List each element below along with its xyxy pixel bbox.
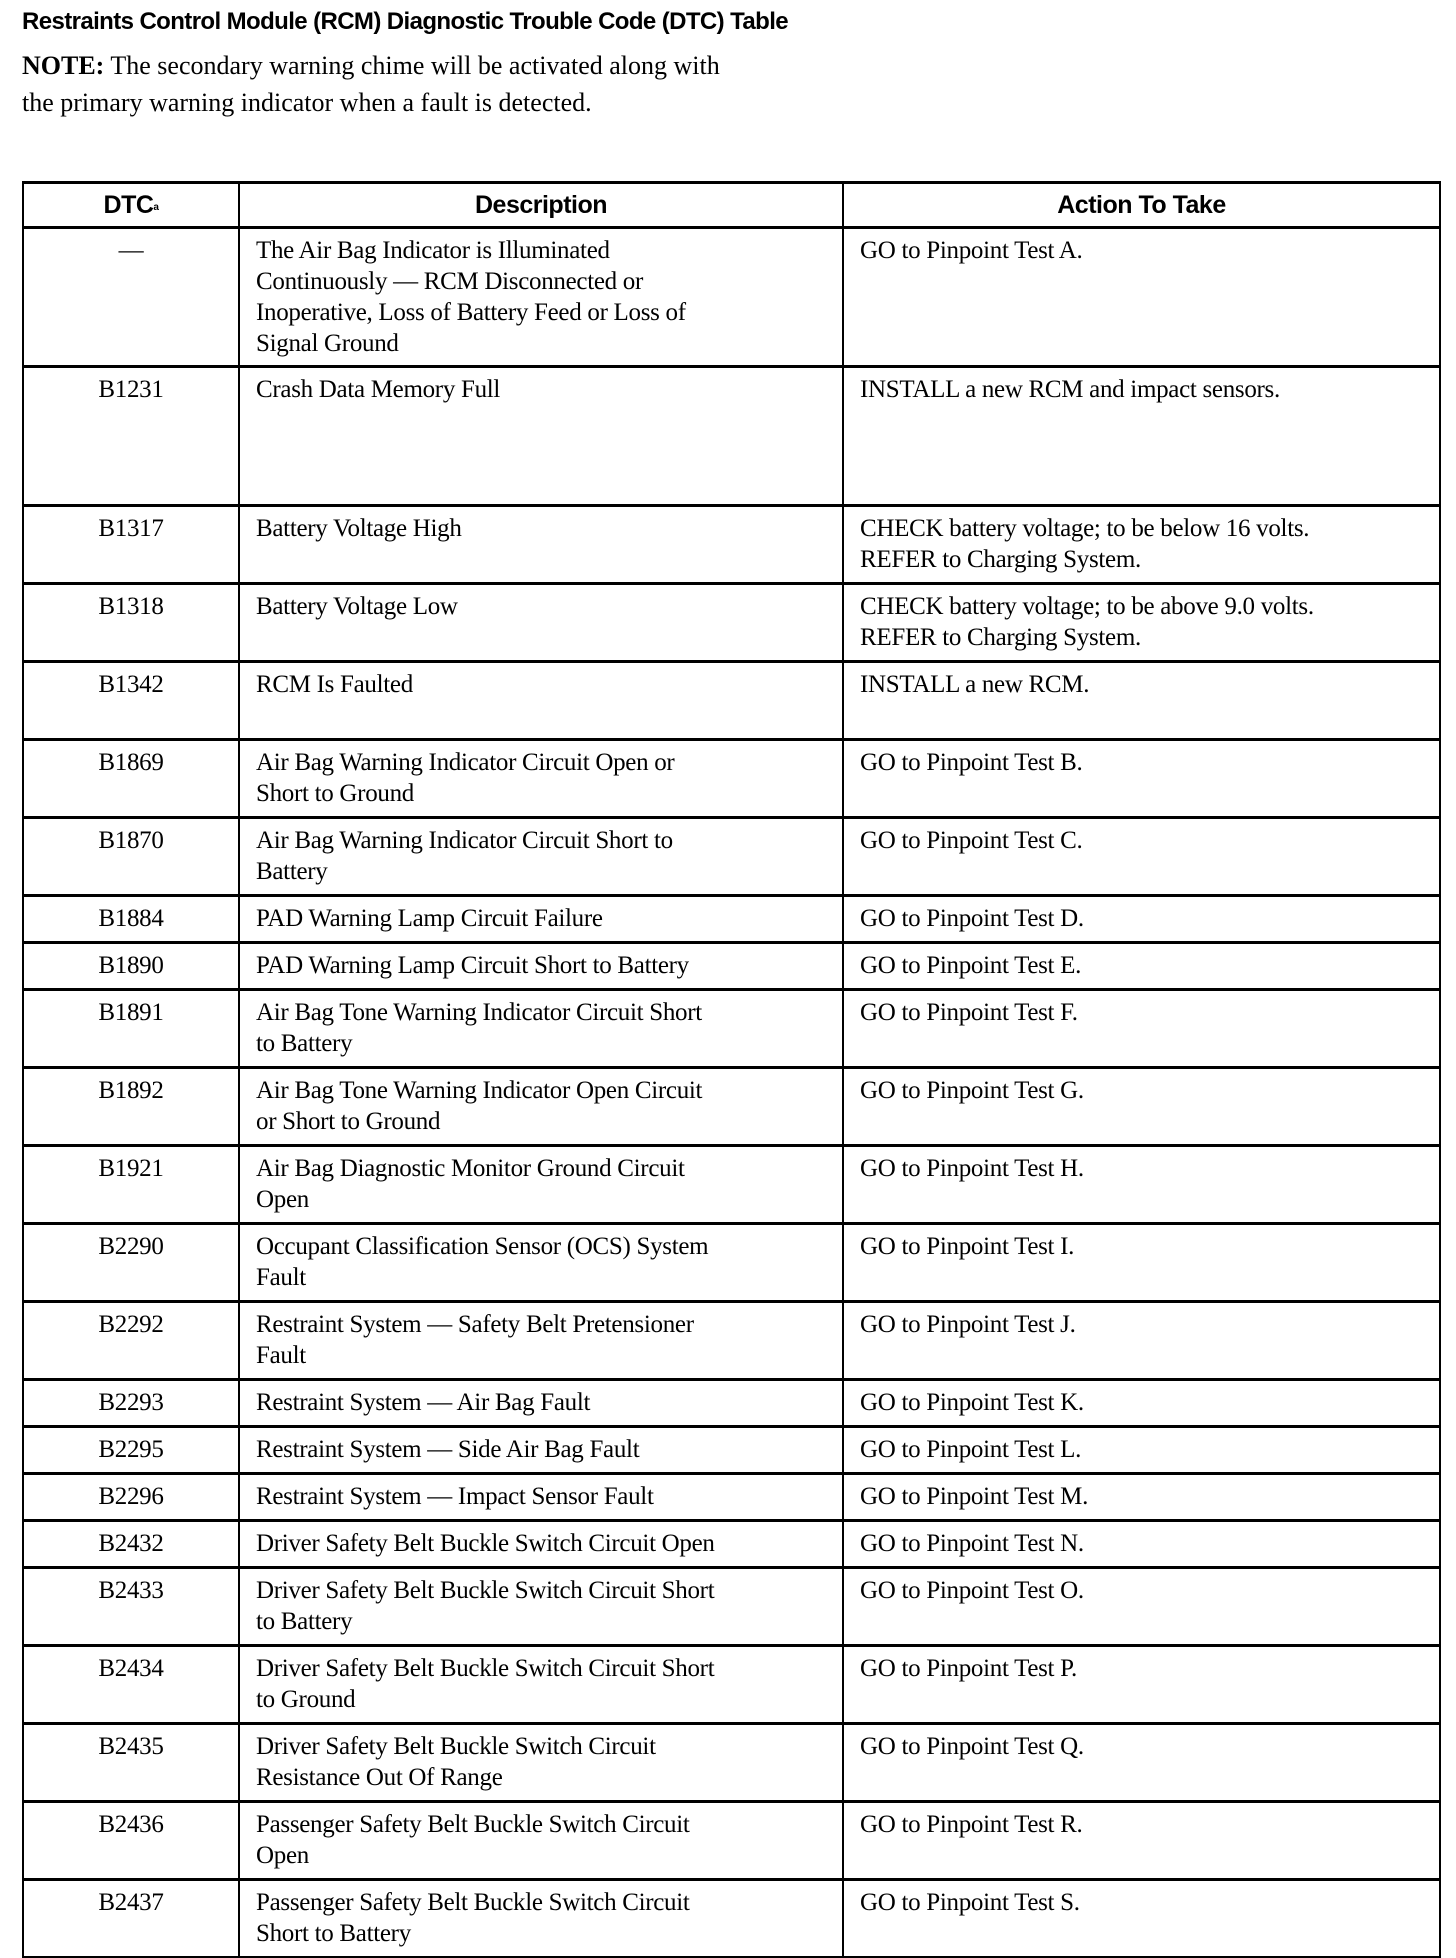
table-row (23, 740, 1440, 818)
header-dtc-footnote: a (153, 201, 159, 213)
note-label: NOTE: (22, 51, 105, 80)
action-cell: GO to Pinpoint Test L. (843, 1427, 1440, 1474)
description-cell: Air Bag Diagnostic Monitor Ground Circuit Open (239, 1146, 843, 1224)
header-dtc (23, 183, 239, 228)
action-cell: CHECK battery voltage; to be above 9.0 volts. REFER to Charging System. (843, 584, 1440, 662)
action-cell: GO to Pinpoint Test G. (843, 1068, 1440, 1146)
description-cell: Air Bag Tone Warning Indicator Open Circuit or Short to Ground (239, 1068, 843, 1146)
description-cell: Air Bag Tone Warning Indicator Circuit Short to Battery (239, 990, 843, 1068)
action-cell: GO to Pinpoint Test A. (843, 228, 1440, 367)
description-cell: Crash Data Memory Full (239, 367, 843, 506)
description-cell: PAD Warning Lamp Circuit Failure (239, 896, 843, 943)
action-cell: GO to Pinpoint Test B. (843, 740, 1440, 818)
table-header-row (23, 183, 1440, 228)
header-description: Description (239, 183, 843, 228)
description-cell: Air Bag Warning Indicator Circuit Short to Battery (239, 818, 843, 896)
action-cell: GO to Pinpoint Test E. (843, 943, 1440, 990)
description-cell: Driver Safety Belt Buckle Switch Circuit Short to Ground (239, 1646, 843, 1724)
description-cell: The Air Bag Indicator is Illuminated Continuously — RCM Disconnected or Inoperative, Loss of Battery Feed or Loss of Signal Ground (239, 228, 843, 367)
table-row (23, 584, 1440, 662)
dtc-cell: B1891 (23, 990, 239, 1068)
description-cell: Battery Voltage High (239, 506, 843, 584)
dtc-cell: B2290 (23, 1224, 239, 1302)
page-title: Restraints Control Module (RCM) Diagnostic Trouble Code (DTC) Table (22, 8, 789, 35)
table-row (23, 990, 1440, 1068)
description-cell: Air Bag Warning Indicator Circuit Open or Short to Ground (239, 740, 843, 818)
table-row (23, 1880, 1440, 1958)
dtc-cell: B1342 (23, 662, 239, 740)
description-cell: RCM Is Faulted (239, 662, 843, 740)
description-cell: Passenger Safety Belt Buckle Switch Circuit Short to Battery (239, 1880, 843, 1958)
action-cell: GO to Pinpoint Test O. (843, 1568, 1440, 1646)
description-cell: Driver Safety Belt Buckle Switch Circuit Short to Battery (239, 1568, 843, 1646)
action-cell: GO to Pinpoint Test Q. (843, 1724, 1440, 1802)
action-cell: GO to Pinpoint Test M. (843, 1474, 1440, 1521)
table-row (23, 1224, 1440, 1302)
dtc-cell: B1892 (23, 1068, 239, 1146)
dtc-cell: B1884 (23, 896, 239, 943)
note-text: The secondary warning chime will be activated along with the primary warning indicator when a fault is detected. (22, 51, 720, 117)
description-cell: Driver Safety Belt Buckle Switch Circuit Open (239, 1521, 843, 1568)
description-cell: Restraint System — Safety Belt Pretensioner Fault (239, 1302, 843, 1380)
dtc-cell: B2437 (23, 1880, 239, 1958)
dtc-cell: B2292 (23, 1302, 239, 1380)
description-cell: Restraint System — Air Bag Fault (239, 1380, 843, 1427)
action-cell: GO to Pinpoint Test D. (843, 896, 1440, 943)
action-cell: INSTALL a new RCM. (843, 662, 1440, 740)
table-row (23, 1302, 1440, 1380)
table-row (23, 818, 1440, 896)
table-row (23, 1427, 1440, 1474)
dtc-cell: B1890 (23, 943, 239, 990)
table-row (23, 943, 1440, 990)
action-cell: GO to Pinpoint Test F. (843, 990, 1440, 1068)
dtc-cell: B2432 (23, 1521, 239, 1568)
dtc-cell: B1317 (23, 506, 239, 584)
description-cell: Restraint System — Impact Sensor Fault (239, 1474, 843, 1521)
description-cell: Driver Safety Belt Buckle Switch Circuit Resistance Out Of Range (239, 1724, 843, 1802)
dtc-cell: B1921 (23, 1146, 239, 1224)
action-cell: INSTALL a new RCM and impact sensors. (843, 367, 1440, 506)
dtc-cell: B2434 (23, 1646, 239, 1724)
description-cell: Restraint System — Side Air Bag Fault (239, 1427, 843, 1474)
table-row (23, 1474, 1440, 1521)
dtc-cell: B1318 (23, 584, 239, 662)
action-cell: GO to Pinpoint Test N. (843, 1521, 1440, 1568)
dtc-cell: B2436 (23, 1802, 239, 1880)
table-row (23, 1146, 1440, 1224)
table-row (23, 1646, 1440, 1724)
table-row (23, 662, 1440, 740)
table-row (23, 1068, 1440, 1146)
table-row (23, 1724, 1440, 1802)
table-row (23, 506, 1440, 584)
description-cell: Occupant Classification Sensor (OCS) System Fault (239, 1224, 843, 1302)
dtc-cell: B1869 (23, 740, 239, 818)
dtc-cell: B2435 (23, 1724, 239, 1802)
table-row (23, 228, 1440, 367)
table-row (23, 367, 1440, 506)
action-cell: GO to Pinpoint Test K. (843, 1380, 1440, 1427)
description-cell: PAD Warning Lamp Circuit Short to Battery (239, 943, 843, 990)
action-cell: GO to Pinpoint Test I. (843, 1224, 1440, 1302)
table-row (23, 1521, 1440, 1568)
action-cell: GO to Pinpoint Test C. (843, 818, 1440, 896)
table-row (23, 896, 1440, 943)
action-cell: CHECK battery voltage; to be below 16 volts. REFER to Charging System. (843, 506, 1440, 584)
description-cell: Battery Voltage Low (239, 584, 843, 662)
description-cell: Passenger Safety Belt Buckle Switch Circuit Open (239, 1802, 843, 1880)
dtc-cell: B2293 (23, 1380, 239, 1427)
dtc-cell: — (23, 228, 239, 367)
table-row (23, 1802, 1440, 1880)
header-dtc-label: DTC (103, 190, 154, 219)
note (22, 47, 722, 121)
action-cell: GO to Pinpoint Test S. (843, 1880, 1440, 1958)
header-action: Action To Take (843, 183, 1440, 228)
dtc-cell: B2295 (23, 1427, 239, 1474)
dtc-cell: B2296 (23, 1474, 239, 1521)
dtc-cell: B2433 (23, 1568, 239, 1646)
dtc-table (22, 181, 1441, 1958)
action-cell: GO to Pinpoint Test J. (843, 1302, 1440, 1380)
dtc-cell: B1870 (23, 818, 239, 896)
action-cell: GO to Pinpoint Test H. (843, 1146, 1440, 1224)
action-cell: GO to Pinpoint Test R. (843, 1802, 1440, 1880)
table-row (23, 1568, 1440, 1646)
action-cell: GO to Pinpoint Test P. (843, 1646, 1440, 1724)
dtc-cell: B1231 (23, 367, 239, 506)
table-row (23, 1380, 1440, 1427)
